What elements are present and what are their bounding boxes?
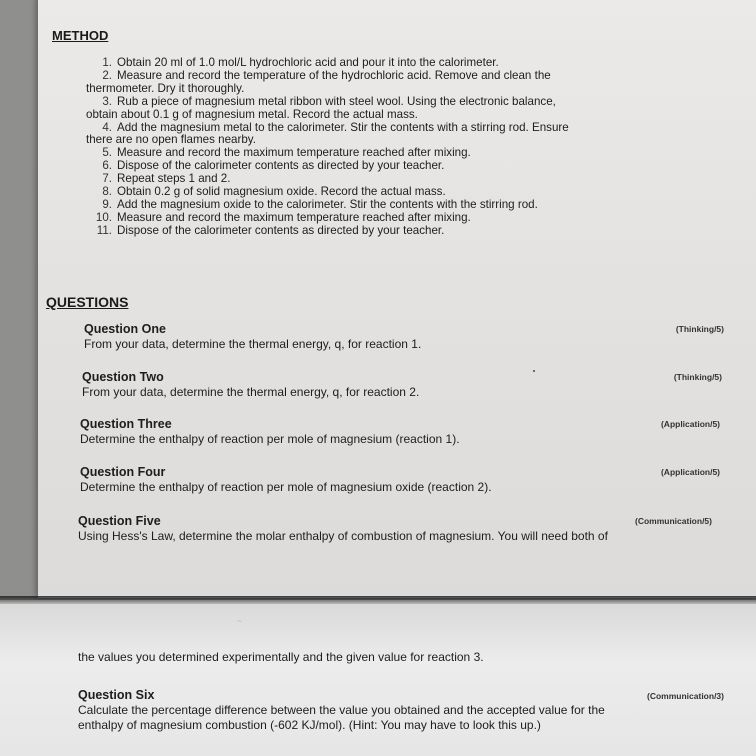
question-two — [82, 370, 722, 399]
step-number: 10. — [95, 210, 112, 224]
stray-mark — [533, 370, 535, 372]
question-body: Determine the enthalpy of reaction per mole of magnesium oxide (reaction 2). — [80, 480, 492, 494]
marks-tag: (Thinking/5) — [673, 372, 722, 382]
question-title: Question Two — [82, 370, 164, 384]
faint-mark: ~ — [237, 616, 243, 626]
question-title: Question One — [84, 322, 166, 336]
step-text: Obtain 0.2 g of solid magnesium oxide. Record the actual mass. — [117, 185, 446, 199]
question-body-line: enthalpy of magnesium combustion (-602 KJ/mol). (Hint: You may have to look this up.) — [78, 718, 541, 732]
step-number: 7. — [102, 172, 112, 186]
method-heading: METHOD — [52, 28, 109, 43]
question-three — [80, 417, 720, 446]
step-number: 2. — [102, 68, 112, 82]
step-text: Dispose of the calorimeter contents as directed by your teacher. — [117, 223, 445, 237]
worksheet-page-2 — [0, 600, 756, 756]
marks-tag: (Communication/3) — [647, 691, 724, 701]
step-number: 1. — [102, 56, 112, 69]
question-body: Determine the enthalpy of reaction per mole of magnesium (reaction 1). — [80, 432, 460, 446]
step-text: Dispose of the calorimeter contents as directed by your teacher. — [117, 159, 445, 173]
step-text: Obtain 20 ml of 1.0 mol/L hydrochloric acid and pour it into the calorimeter. — [117, 56, 499, 69]
method-step — [88, 96, 688, 122]
step-text: Measure and record the maximum temperature reached after mixing. — [117, 146, 471, 160]
step-number: 9. — [102, 197, 112, 211]
step-continuation: there are no open flames nearby. — [86, 133, 256, 147]
step-text: Add the magnesium oxide to the calorimeter. Stir the contents with the stirring rod. — [117, 197, 538, 211]
question-six — [78, 688, 724, 732]
question-one — [84, 322, 724, 351]
marks-tag: (Thinking/5) — [675, 324, 724, 334]
step-number: 3. — [102, 94, 112, 108]
question-body-line: Calculate the percentage difference between the value you obtained and the accepted value for the — [78, 703, 605, 717]
step-number: 8. — [102, 185, 112, 199]
question-title: Question Five — [78, 514, 161, 528]
method-steps-list — [88, 57, 688, 238]
question-body: From your data, determine the thermal energy, q, for reaction 1. — [84, 337, 422, 351]
method-step — [88, 70, 688, 96]
step-text: Rub a piece of magnesium metal ribbon with steel wool. Using the electronic balance, — [117, 94, 556, 108]
step-text: Measure and record the temperature of the hydrochloric acid. Remove and clean the — [117, 68, 551, 82]
question-title: Question Six — [78, 688, 155, 702]
question-body: Using Hess's Law, determine the molar enthalpy of combustion of magnesium. You will need both of — [78, 529, 608, 543]
step-text: Measure and record the maximum temperature reached after mixing. — [117, 210, 471, 224]
step-continuation: thermometer. Dry it thoroughly. — [86, 81, 245, 95]
questions-heading: QUESTIONS — [46, 294, 129, 310]
marks-tag: (Application/5) — [660, 419, 720, 429]
question-title: Question Four — [80, 465, 166, 479]
marks-tag: (Communication/5) — [635, 516, 712, 526]
step-number: 5. — [102, 146, 112, 160]
step-number: 4. — [102, 120, 112, 134]
marks-tag: (Application/5) — [660, 467, 720, 477]
question-four — [80, 465, 720, 494]
step-text: Add the magnesium metal to the calorimeter. Stir the contents with a stirring rod. Ensure — [117, 120, 569, 134]
question-title: Question Three — [80, 417, 172, 431]
page-edge-shadow — [0, 596, 756, 604]
method-step — [88, 122, 688, 148]
question-five — [78, 514, 712, 543]
step-number: 6. — [102, 159, 112, 173]
step-number: 11. — [96, 223, 112, 237]
question-five-continuation: the values you determined experimentally and the given value for reaction 3. — [78, 650, 484, 664]
step-continuation: obtain about 0.1 g of magnesium metal. Record the actual mass. — [86, 107, 418, 121]
method-step — [88, 225, 688, 238]
question-body: From your data, determine the thermal energy, q, for reaction 2. — [82, 385, 420, 399]
step-text: Repeat steps 1 and 2. — [117, 172, 231, 186]
